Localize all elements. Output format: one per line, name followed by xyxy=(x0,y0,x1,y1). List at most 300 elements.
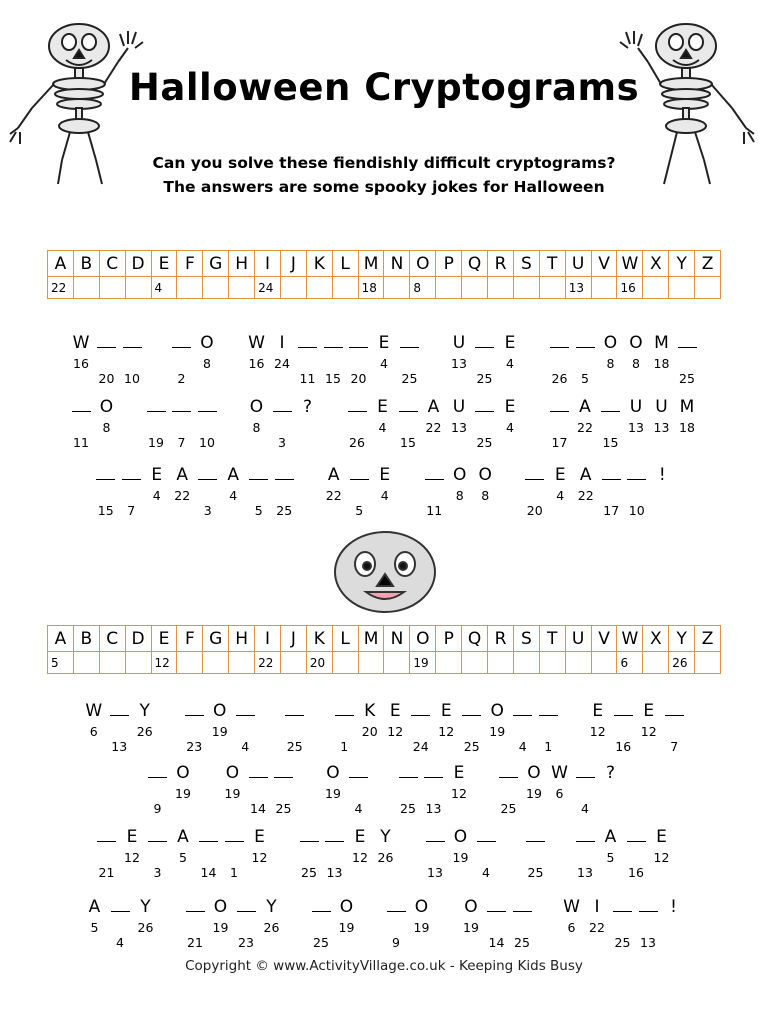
cipher-slot[interactable] xyxy=(370,396,395,435)
key-code-g[interactable] xyxy=(203,277,229,299)
cipher-slot[interactable] xyxy=(348,826,373,865)
cipher-slot[interactable] xyxy=(145,762,170,816)
cipher-slot[interactable] xyxy=(120,332,145,386)
cipher-slot[interactable] xyxy=(522,464,547,518)
cipher-slot[interactable] xyxy=(599,464,624,518)
cipher-slot[interactable] xyxy=(334,896,359,935)
cipher-slot[interactable] xyxy=(510,896,535,950)
cipher-slot[interactable] xyxy=(346,762,371,816)
cipher-number: 4 xyxy=(380,356,388,371)
cipher-slot[interactable] xyxy=(119,464,144,518)
cipher-slot[interactable] xyxy=(332,700,357,754)
answer-blank[interactable] xyxy=(599,479,624,501)
answer-blank[interactable] xyxy=(145,841,170,863)
answer-blank[interactable] xyxy=(169,411,194,433)
cipher-slot[interactable] xyxy=(322,826,347,880)
cipher-slot[interactable] xyxy=(372,464,397,503)
answer-blank[interactable] xyxy=(573,347,598,369)
cipher-slot[interactable] xyxy=(208,896,233,935)
cipher-slot[interactable] xyxy=(247,826,272,865)
answer-blank[interactable] xyxy=(536,715,561,737)
cipher-slot[interactable] xyxy=(295,396,320,421)
cipher-number: 6 xyxy=(567,920,576,935)
key-code-f[interactable] xyxy=(177,277,203,299)
given-letter: E xyxy=(254,827,265,847)
cipher-number: 8 xyxy=(102,420,111,435)
key-code-k[interactable] xyxy=(307,277,333,299)
key-letter-m: M xyxy=(359,251,385,277)
key-code-h[interactable] xyxy=(229,652,255,674)
given-letter: W xyxy=(72,333,90,353)
cipher-slot[interactable] xyxy=(120,826,145,865)
cipher-slot[interactable] xyxy=(246,464,271,518)
cipher-number: 26 xyxy=(551,371,568,386)
key-code-i[interactable]: 22 xyxy=(255,652,281,674)
key-code-u[interactable]: 13 xyxy=(566,277,592,299)
answer-blank[interactable] xyxy=(322,841,347,863)
key-code-d[interactable] xyxy=(126,652,152,674)
cipher-slot[interactable] xyxy=(94,826,119,880)
answer-blank[interactable] xyxy=(93,479,118,501)
cipher-slot[interactable] xyxy=(598,332,623,371)
answer-blank[interactable] xyxy=(459,715,484,737)
key-code-t[interactable] xyxy=(540,277,566,299)
cipher-slot[interactable] xyxy=(472,396,497,450)
key-letter-v: V xyxy=(592,626,618,652)
key-code-a[interactable]: 22 xyxy=(48,277,74,299)
key-code-m[interactable]: 18 xyxy=(359,277,385,299)
key-letter-z: Z xyxy=(695,626,721,652)
key-letter-l: L xyxy=(333,251,359,277)
key-code-r[interactable] xyxy=(488,652,514,674)
cipher-slot[interactable] xyxy=(69,332,94,371)
answer-blank[interactable] xyxy=(69,411,94,433)
key-code-i[interactable]: 24 xyxy=(255,277,281,299)
cipher-slot[interactable] xyxy=(522,762,547,801)
cipher-slot[interactable] xyxy=(347,464,372,518)
given-letter: W xyxy=(551,763,568,783)
cipher-slot[interactable] xyxy=(270,396,295,450)
cipher-slot[interactable] xyxy=(408,700,433,754)
cipher-slot[interactable] xyxy=(624,464,649,518)
given-letter: W xyxy=(248,333,265,353)
answer-blank[interactable] xyxy=(282,715,307,737)
cipher-slot[interactable] xyxy=(171,826,196,865)
cipher-slot[interactable] xyxy=(246,762,271,816)
key-code-s[interactable] xyxy=(514,277,540,299)
cipher-slot[interactable] xyxy=(145,826,170,880)
key-letter-x: X xyxy=(643,626,669,652)
answer-blank[interactable] xyxy=(196,841,221,863)
cipher-slot[interactable] xyxy=(610,896,635,950)
answer-blank[interactable] xyxy=(332,715,357,737)
cipher-slot[interactable] xyxy=(195,464,220,518)
answer-blank[interactable] xyxy=(421,777,446,799)
answer-blank[interactable] xyxy=(662,715,687,737)
cipher-slot[interactable] xyxy=(649,826,674,865)
cipher-slot[interactable] xyxy=(459,700,484,754)
cipher-slot[interactable] xyxy=(498,332,523,371)
key-code-a[interactable]: 5 xyxy=(48,652,74,674)
cipher-slot[interactable] xyxy=(485,700,510,739)
key-code-l[interactable] xyxy=(333,277,359,299)
cipher-slot[interactable] xyxy=(448,826,473,865)
answer-blank[interactable] xyxy=(182,715,207,737)
cipher-slot[interactable] xyxy=(498,396,523,435)
cipher-slot[interactable] xyxy=(183,896,208,950)
answer-blank[interactable] xyxy=(272,479,297,501)
answer-blank[interactable] xyxy=(474,841,499,863)
cipher-slot[interactable] xyxy=(207,700,232,739)
answer-blank[interactable] xyxy=(573,841,598,863)
cipher-slot[interactable] xyxy=(447,332,472,371)
cipher-slot[interactable] xyxy=(547,762,572,801)
cipher-slot[interactable] xyxy=(233,700,258,754)
cipher-slot[interactable] xyxy=(650,464,675,489)
puzzle-2-line-4 xyxy=(0,896,768,950)
answer-blank[interactable] xyxy=(547,347,572,369)
answer-blank[interactable] xyxy=(183,911,208,933)
cipher-number: 4 xyxy=(241,739,250,754)
cipher-slot[interactable] xyxy=(624,332,649,371)
cipher-slot[interactable] xyxy=(523,826,548,880)
cipher-slot[interactable] xyxy=(182,700,207,754)
key-code-h[interactable] xyxy=(229,277,255,299)
cipher-slot[interactable] xyxy=(598,396,623,450)
key-code-z[interactable] xyxy=(695,277,721,299)
cipher-slot[interactable] xyxy=(409,896,434,935)
cipher-slot[interactable] xyxy=(170,464,195,503)
cipher-slot[interactable] xyxy=(472,332,497,386)
cipher-slot[interactable] xyxy=(272,464,297,518)
cipher-number: 5 xyxy=(355,503,364,518)
key-code-g[interactable] xyxy=(203,652,229,674)
answer-blank[interactable] xyxy=(169,347,194,369)
cipher-slot[interactable] xyxy=(675,396,700,435)
cipher-slot[interactable] xyxy=(624,826,649,880)
answer-blank[interactable] xyxy=(397,347,422,369)
cipher-slot[interactable] xyxy=(585,700,610,739)
answer-blank[interactable] xyxy=(144,411,169,433)
key-code-w[interactable]: 16 xyxy=(617,277,643,299)
cipher-slot[interactable] xyxy=(421,762,446,816)
key-code-y[interactable] xyxy=(669,277,695,299)
given-letter: E xyxy=(592,701,604,721)
answer-blank[interactable] xyxy=(547,411,572,433)
cipher-slot[interactable] xyxy=(321,332,346,386)
answer-blank[interactable] xyxy=(246,777,271,799)
cipher-slot[interactable] xyxy=(144,396,169,450)
answer-blank[interactable] xyxy=(94,347,119,369)
answer-blank[interactable] xyxy=(610,911,635,933)
cipher-slot[interactable] xyxy=(196,826,221,880)
key-letter-c: C xyxy=(100,626,126,652)
given-letter: O xyxy=(200,333,214,353)
key-code-p[interactable] xyxy=(436,277,462,299)
answer-blank[interactable] xyxy=(195,411,220,433)
answer-blank[interactable] xyxy=(573,777,598,799)
key-code-x[interactable] xyxy=(643,277,669,299)
answer-blank[interactable] xyxy=(347,479,372,501)
cipher-slot[interactable] xyxy=(82,896,107,935)
cipher-slot[interactable] xyxy=(423,826,448,880)
key-code-v[interactable] xyxy=(592,277,618,299)
cipher-number: 3 xyxy=(203,503,212,518)
cipher-slot[interactable] xyxy=(573,332,598,386)
answer-blank[interactable] xyxy=(422,479,447,501)
cipher-number: 19 xyxy=(211,724,228,739)
answer-blank[interactable] xyxy=(246,479,271,501)
cipher-slot[interactable] xyxy=(624,396,649,435)
answer-blank[interactable] xyxy=(119,479,144,501)
answer-blank[interactable] xyxy=(611,715,636,737)
cipher-slot[interactable] xyxy=(222,826,247,880)
key-code-q[interactable] xyxy=(462,277,488,299)
cipher-slot[interactable] xyxy=(649,396,674,435)
key-code-s[interactable] xyxy=(514,652,540,674)
cipher-slot[interactable] xyxy=(397,332,422,386)
key-code-l[interactable] xyxy=(333,652,359,674)
key-code-n[interactable] xyxy=(384,277,410,299)
cipher-slot[interactable] xyxy=(372,332,397,371)
key-code-r[interactable] xyxy=(488,277,514,299)
cipher-slot[interactable] xyxy=(357,700,382,739)
page-title: Halloween Cryptograms xyxy=(128,66,640,109)
cipher-slot[interactable] xyxy=(396,396,421,450)
answer-blank[interactable] xyxy=(271,777,296,799)
key-code-m[interactable] xyxy=(359,652,385,674)
cipher-slot[interactable] xyxy=(69,396,94,450)
cipher-slot[interactable] xyxy=(295,332,320,386)
given-letter: O xyxy=(213,701,227,721)
answer-blank[interactable] xyxy=(295,347,320,369)
answer-blank[interactable] xyxy=(108,911,133,933)
cipher-slot[interactable] xyxy=(573,762,598,816)
key-code-z[interactable] xyxy=(695,652,721,674)
cipher-slot[interactable] xyxy=(536,700,561,754)
cipher-slot[interactable] xyxy=(244,332,269,371)
key-letter-y: Y xyxy=(669,626,695,652)
answer-blank[interactable] xyxy=(510,911,535,933)
answer-blank[interactable] xyxy=(423,841,448,863)
key-code-e[interactable]: 12 xyxy=(152,652,178,674)
cipher-slot[interactable] xyxy=(649,332,674,371)
cipher-slot[interactable] xyxy=(473,464,498,503)
cipher-slot[interactable] xyxy=(195,332,220,371)
key-code-t[interactable] xyxy=(540,652,566,674)
given-letter: O xyxy=(453,827,468,847)
answer-blank[interactable] xyxy=(145,777,170,799)
answer-blank[interactable] xyxy=(484,911,509,933)
cipher-slot[interactable] xyxy=(675,332,700,386)
key-letter-m: M xyxy=(359,626,385,652)
cipher-slot[interactable] xyxy=(484,896,509,950)
cipher-slot[interactable] xyxy=(195,396,220,450)
answer-blank[interactable] xyxy=(270,411,295,433)
answer-blank[interactable] xyxy=(120,347,145,369)
key-code-j[interactable] xyxy=(281,652,307,674)
cipher-slot[interactable] xyxy=(383,700,408,739)
cipher-slot[interactable] xyxy=(510,700,535,754)
cipher-slot[interactable] xyxy=(396,762,421,816)
cipher-slot[interactable] xyxy=(346,332,371,386)
cipher-number: 4 xyxy=(506,420,514,435)
cipher-slot[interactable] xyxy=(547,332,572,386)
cipher-slot[interactable] xyxy=(234,896,259,950)
cipher-slot[interactable] xyxy=(282,700,307,754)
cipher-number: 6 xyxy=(555,786,564,801)
key-code-q[interactable] xyxy=(462,652,488,674)
cipher-number: 25 xyxy=(476,435,493,450)
cipher-number: 4 xyxy=(152,488,161,503)
answer-blank[interactable] xyxy=(107,715,132,737)
cipher-slot[interactable] xyxy=(384,896,409,950)
cipher-slot[interactable] xyxy=(94,396,119,435)
cipher-slot[interactable] xyxy=(132,700,157,739)
key-code-d[interactable] xyxy=(126,277,152,299)
cipher-slot[interactable] xyxy=(271,762,296,816)
cipher-slot[interactable] xyxy=(496,762,521,816)
answer-blank[interactable] xyxy=(472,347,497,369)
answer-blank[interactable] xyxy=(94,841,119,863)
key-code-f[interactable] xyxy=(177,652,203,674)
cipher-slot[interactable] xyxy=(345,396,370,450)
given-letter: E xyxy=(656,827,667,847)
puzzle-1-line-2 xyxy=(0,396,768,450)
cipher-slot[interactable] xyxy=(244,396,269,435)
cipher-slot[interactable] xyxy=(447,396,472,435)
answer-blank[interactable] xyxy=(472,411,497,433)
cipher-number: 25 xyxy=(301,865,317,880)
answer-blank[interactable] xyxy=(396,411,421,433)
cipher-slot[interactable] xyxy=(270,332,295,371)
cipher-slot[interactable] xyxy=(421,396,446,435)
key-code-c[interactable] xyxy=(100,277,126,299)
cipher-slot[interactable] xyxy=(573,396,598,435)
cipher-slot[interactable] xyxy=(598,762,623,787)
given-letter: O xyxy=(225,763,240,783)
cipher-number: 13 xyxy=(326,865,343,880)
answer-blank[interactable] xyxy=(346,347,371,369)
cipher-slot[interactable] xyxy=(108,896,133,950)
cipher-slot[interactable] xyxy=(547,396,572,450)
key-code-u[interactable] xyxy=(566,652,592,674)
key-code-e[interactable]: 4 xyxy=(152,277,178,299)
cipher-slot[interactable] xyxy=(661,896,686,921)
cipher-slot[interactable] xyxy=(220,762,245,801)
answer-blank[interactable] xyxy=(636,911,661,933)
key-code-x[interactable] xyxy=(643,652,669,674)
key-code-c[interactable] xyxy=(100,652,126,674)
key-letter-r: R xyxy=(488,626,514,652)
cipher-slot[interactable] xyxy=(611,700,636,754)
answer-blank[interactable] xyxy=(510,715,535,737)
cipher-slot[interactable] xyxy=(94,332,119,386)
cipher-slot[interactable] xyxy=(585,896,610,935)
answer-blank[interactable] xyxy=(675,347,700,369)
cipher-slot[interactable] xyxy=(559,896,584,935)
answer-blank[interactable] xyxy=(624,841,649,863)
answer-blank[interactable] xyxy=(345,411,370,433)
cipher-slot[interactable] xyxy=(81,700,106,739)
answer-blank[interactable] xyxy=(233,715,258,737)
cipher-slot[interactable] xyxy=(169,396,194,450)
cipher-slot[interactable] xyxy=(107,700,132,754)
key-letter-d: D xyxy=(126,626,152,652)
key-code-k[interactable]: 20 xyxy=(307,652,333,674)
key-code-j[interactable] xyxy=(281,277,307,299)
cipher-slot[interactable] xyxy=(321,762,346,801)
cipher-slot[interactable] xyxy=(321,464,346,503)
answer-blank[interactable] xyxy=(522,479,547,501)
cipher-slot[interactable] xyxy=(171,762,196,801)
cipher-slot[interactable] xyxy=(636,700,661,739)
answer-blank[interactable] xyxy=(396,777,421,799)
cipher-slot[interactable] xyxy=(636,896,661,950)
cipher-number: 8 xyxy=(203,356,211,371)
key-code-y[interactable]: 26 xyxy=(669,652,695,674)
key-code-o[interactable]: 19 xyxy=(410,652,436,674)
cipher-slot[interactable] xyxy=(373,826,398,865)
key-code-o[interactable]: 8 xyxy=(410,277,436,299)
cipher-number: 1 xyxy=(340,739,349,754)
cipher-slot[interactable] xyxy=(221,464,246,503)
answer-blank[interactable] xyxy=(496,777,521,799)
cipher-number: 12 xyxy=(387,724,404,739)
answer-blank[interactable] xyxy=(408,715,433,737)
cipher-slot[interactable] xyxy=(259,896,284,935)
answer-blank[interactable] xyxy=(523,841,548,863)
answer-blank[interactable] xyxy=(598,411,623,433)
key-code-b[interactable] xyxy=(74,277,100,299)
cipher-number: 25 xyxy=(500,801,517,816)
answer-blank[interactable] xyxy=(346,777,371,799)
answer-blank[interactable] xyxy=(384,911,409,933)
key-code-v[interactable] xyxy=(592,652,618,674)
cipher-slot[interactable] xyxy=(434,700,459,739)
cipher-slot[interactable] xyxy=(598,826,623,865)
cipher-slot[interactable] xyxy=(447,464,472,503)
key-code-w[interactable]: 6 xyxy=(617,652,643,674)
cipher-slot[interactable] xyxy=(447,762,472,801)
cipher-slot[interactable] xyxy=(422,464,447,518)
answer-blank[interactable] xyxy=(297,841,322,863)
answer-blank[interactable] xyxy=(234,911,259,933)
answer-blank[interactable] xyxy=(624,479,649,501)
cipher-slot[interactable] xyxy=(474,826,499,880)
answer-blank[interactable] xyxy=(195,479,220,501)
cipher-slot[interactable] xyxy=(144,464,169,503)
cipher-slot[interactable] xyxy=(573,464,598,503)
cipher-slot[interactable] xyxy=(297,826,322,880)
cipher-slot[interactable] xyxy=(93,464,118,518)
answer-blank[interactable] xyxy=(222,841,247,863)
cipher-slot[interactable] xyxy=(169,332,194,386)
key-code-p[interactable] xyxy=(436,652,462,674)
cipher-slot[interactable] xyxy=(133,896,158,935)
cipher-slot[interactable] xyxy=(459,896,484,935)
key-code-n[interactable] xyxy=(384,652,410,674)
cipher-slot[interactable] xyxy=(662,700,687,754)
cipher-number: 11 xyxy=(299,371,316,386)
cipher-slot[interactable] xyxy=(309,896,334,950)
answer-blank[interactable] xyxy=(309,911,334,933)
key-code-b[interactable] xyxy=(74,652,100,674)
cipher-slot[interactable] xyxy=(573,826,598,880)
answer-blank[interactable] xyxy=(321,347,346,369)
given-letter: M xyxy=(679,397,695,417)
cipher-slot[interactable] xyxy=(548,464,573,503)
